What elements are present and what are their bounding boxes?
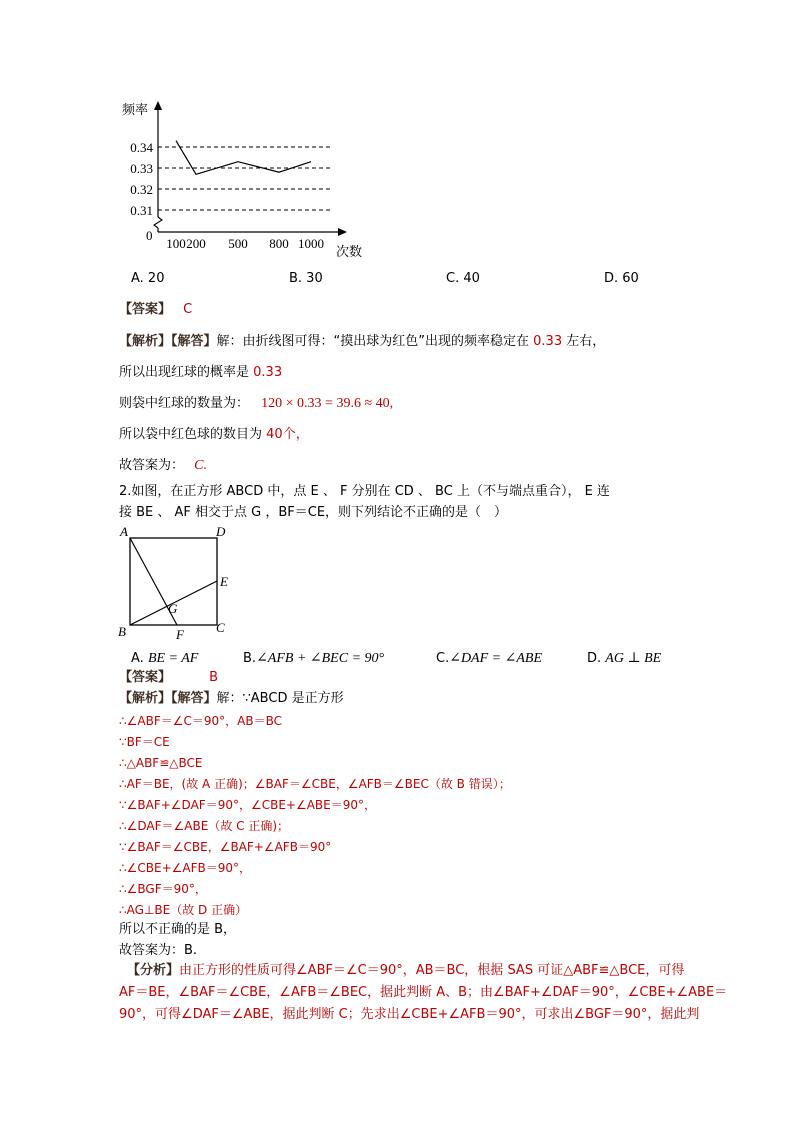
answer-value: C [183, 302, 193, 317]
q1-answer [119, 301, 192, 319]
q2-option-b [243, 650, 384, 668]
analysis-text: 所以袋中红色球的数目为 [119, 427, 263, 442]
q2-analysis-lines [119, 712, 511, 922]
label-c: C [216, 620, 225, 635]
count-value: 40个， [266, 427, 309, 442]
analysis-line: ∴AF＝BE，(故 A 正确)；∠BAF＝∠CBE，∠AFB＝∠BEC（故 B 错误）； [119, 777, 511, 791]
option-math: AG ⊥ BE [605, 651, 662, 666]
analysis-line: ∴△ABF≌△BCE [119, 756, 203, 770]
analysis-label: 【解析】【解答】 [119, 334, 217, 349]
analysis-line: ∴AG⊥BE（故 D 正确） [119, 903, 248, 917]
y-tick-label: 0.31 [130, 203, 153, 218]
frequency-line-chart [0, 0, 400, 270]
final-answer: C. [194, 458, 207, 473]
analysis-line: ∵∠BAF+∠DAF＝90°，∠CBE+∠ABE＝90°， [119, 798, 377, 812]
q2-option-a [131, 650, 198, 668]
analysis-text: 解：∵ABCD 是正方形 [216, 691, 344, 706]
label-g: G [168, 601, 178, 616]
analysis-line: ∵∠BAF＝∠CBE，∠BAF+∠AFB＝90° [119, 840, 332, 854]
q2-fenxi-line-3: 90°，可得∠DAF＝∠ABE，据此判断 C；先求出∠CBE+∠AFB＝90°，可求出∠BGF＝90°，据此判 [119, 1007, 700, 1022]
y-axis-arrow [154, 101, 162, 110]
series-line [176, 141, 311, 175]
analysis-text-suffix: 左右， [566, 334, 606, 349]
chart-gridlines [158, 147, 330, 210]
analysis-label: 【解析】【解答】 [119, 691, 217, 706]
y-tick-label: 0.33 [130, 161, 153, 176]
chart-tick-labels [130, 140, 324, 251]
y-tick-label: 0.34 [130, 140, 153, 155]
origin-label: 0 [146, 228, 153, 243]
label-b: B [118, 624, 126, 639]
analysis-line: ∴∠CBE+∠AFB＝90°， [119, 861, 252, 875]
q2-option-d [587, 650, 661, 668]
x-tick-label: 1000 [298, 236, 324, 251]
analysis-text: 故答案为： [119, 458, 185, 473]
q2-option-c [436, 650, 542, 668]
option-letter: B. [243, 651, 257, 666]
option-letter: D. [587, 651, 602, 666]
x-axis-label: 次数 [336, 244, 363, 259]
calc-formula: 120 × 0.33 = 39.6 ≈ 40, [261, 396, 394, 411]
x-axis-arrow [338, 228, 347, 236]
probability-value: 0.33 [253, 365, 283, 380]
option-math: BE = AF [147, 651, 199, 666]
fenxi-label: 【分析】 [127, 963, 180, 978]
analysis-line: ∴∠DAF＝∠ABE（故 C 正确)； [119, 819, 290, 833]
q2-fenxi-line-1 [127, 962, 684, 980]
label-e: E [220, 574, 228, 589]
q2-analysis-first [119, 690, 344, 708]
option-letter: C. [436, 651, 450, 666]
answer-label: 【答案】 [119, 670, 172, 685]
answer-label: 【答案】 [119, 302, 172, 317]
y-tick-label: 0.32 [130, 182, 153, 197]
y-axis-label: 频率 [122, 102, 149, 117]
q2-answer [119, 669, 218, 687]
q1-option-a: A. 20 [131, 271, 165, 286]
q1-analysis-line-1 [119, 333, 605, 351]
axis-break-mark [154, 217, 162, 228]
x-tick-label: 200 [186, 236, 206, 251]
analysis-text: 所以出现红球的概率是 [119, 365, 250, 380]
q2-stem-line-2: 接 BE 、 AF 相交于点 G ，BF＝CE，则下列结论不正确的是（ ） [119, 505, 508, 520]
fenxi-text: 由正方形的性质可得∠ABF＝∠C＝90°，AB＝BC，根据 SAS 可证△ABF≌△BCE，可得 [179, 963, 685, 978]
q1-analysis-line-5 [119, 457, 207, 475]
chart-series [176, 141, 311, 175]
q1-option-c: C. 40 [446, 271, 480, 286]
label-a: A [120, 524, 128, 539]
x-tick-label: 100 [166, 236, 186, 251]
q2-fenxi-line-2: AF＝BE，∠BAF＝∠CBE，∠AFB＝∠BEC，据此判断 A、B；由∠BAF+∠DAF＝90°，∠CBE+∠ABE＝ [119, 985, 728, 1000]
q1-analysis-line-4 [119, 426, 309, 444]
x-tick-label: 500 [228, 236, 248, 251]
q2-stem-line-1: 2.如图，在正方形 ABCD 中，点 E 、 F 分别在 CD 、 BC 上（不与端点重合）， E 连 [119, 484, 610, 499]
q2-conclusion-1: 所以不正确的是 B， [119, 922, 237, 937]
label-d: D [216, 524, 226, 539]
x-tick-label: 800 [269, 236, 289, 251]
option-math: ∠AFB + ∠BEC = 90° [256, 651, 385, 666]
frequency-value: 0.33 [533, 334, 563, 349]
analysis-line: ∴∠ABF＝∠C＝90°，AB＝BC [119, 714, 282, 728]
q1-analysis-line-2 [119, 364, 282, 382]
label-f: F [176, 627, 184, 642]
analysis-line: ∴∠BGF＝90°， [119, 882, 207, 896]
square-figure [110, 522, 250, 644]
answer-value: B [209, 670, 219, 685]
q1-option-d: D. 60 [604, 271, 639, 286]
option-letter: A. [131, 651, 144, 666]
q2-conclusion-2: 故答案为：B. [119, 943, 198, 958]
analysis-text: 解：由折线图可得：“摸出球为红色”出现的频率稳定在 [216, 334, 529, 349]
option-math: ∠DAF = ∠ABE [449, 651, 542, 666]
q1-analysis-line-3 [119, 395, 393, 413]
analysis-line: ∵BF＝CE [119, 735, 170, 749]
analysis-text: 则袋中红球的数量为： [119, 396, 250, 411]
q1-option-b: B. 30 [289, 271, 323, 286]
